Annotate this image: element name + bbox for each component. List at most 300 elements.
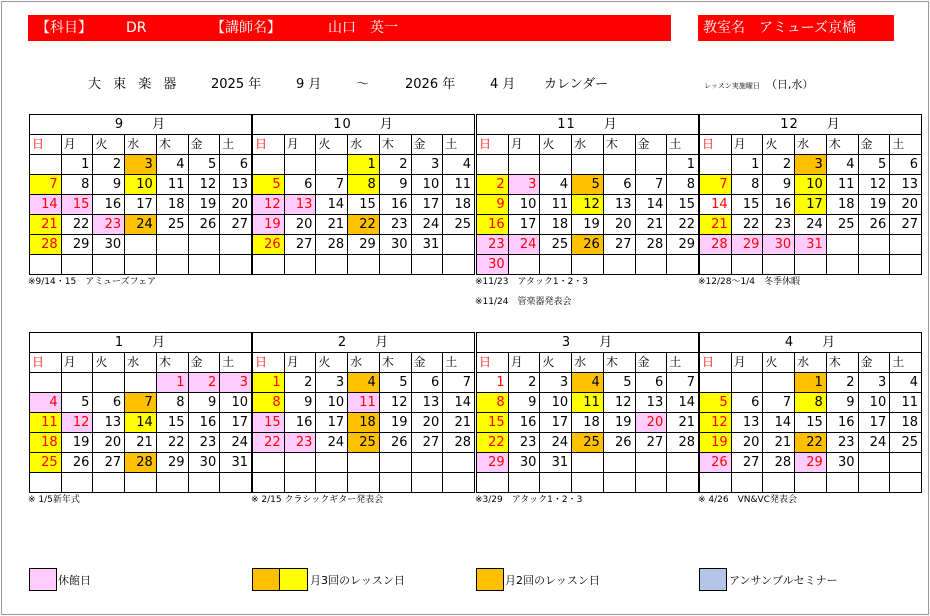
month-title: 2 月 (253, 333, 475, 353)
date-cell: 24 (795, 215, 827, 235)
date-cell: 6 (731, 393, 763, 413)
date-cell: 6 (411, 373, 443, 393)
date-cell (540, 155, 572, 175)
date-cell: 19 (700, 433, 732, 453)
date-cell: 5 (700, 393, 732, 413)
date-cell (411, 255, 443, 275)
weekday-header: 水 (572, 353, 604, 373)
legend-thrice-swatch-yellow (279, 568, 308, 591)
date-cell (30, 255, 62, 275)
weekday-header: 日 (253, 135, 285, 155)
date-cell (316, 453, 348, 473)
date-cell: 3 (795, 155, 827, 175)
weekday-header: 金 (635, 135, 667, 155)
date-cell: 7 (700, 175, 732, 195)
weekday-header: 火 (316, 353, 348, 373)
date-cell (826, 235, 858, 255)
date-cell: 20 (93, 433, 125, 453)
month-note: ※ 1/5新年式 (28, 495, 80, 505)
date-cell: 15 (731, 195, 763, 215)
date-cell: 27 (635, 433, 667, 453)
date-cell: 2 (826, 373, 858, 393)
date-cell (125, 255, 157, 275)
date-cell: 17 (508, 215, 540, 235)
date-cell: 6 (93, 393, 125, 413)
date-cell: 9 (826, 393, 858, 413)
month-note: ※11/24 管楽器発表会 (475, 297, 572, 307)
date-cell (890, 255, 922, 275)
date-cell (284, 453, 316, 473)
date-cell (443, 473, 475, 493)
date-cell: 27 (603, 235, 635, 255)
date-cell: 29 (348, 235, 380, 255)
date-cell (188, 473, 220, 493)
date-cell (253, 155, 285, 175)
weekday-header: 日 (477, 135, 509, 155)
date-cell: 21 (443, 413, 475, 433)
date-cell: 24 (540, 433, 572, 453)
weekday-header: 木 (156, 353, 188, 373)
lesson-days-value: （日,水） (765, 78, 814, 91)
date-cell: 25 (826, 215, 858, 235)
weekday-header: 水 (572, 135, 604, 155)
date-cell (253, 453, 285, 473)
date-cell: 3 (508, 175, 540, 195)
date-cell: 29 (795, 453, 827, 473)
date-cell (826, 255, 858, 275)
date-cell: 10 (125, 175, 157, 195)
date-cell: 2 (188, 373, 220, 393)
date-cell (284, 155, 316, 175)
date-cell: 23 (93, 215, 125, 235)
weekday-header: 土 (220, 135, 252, 155)
date-cell: 11 (826, 175, 858, 195)
date-cell (188, 255, 220, 275)
date-cell (93, 473, 125, 493)
date-cell (316, 255, 348, 275)
date-cell: 13 (731, 413, 763, 433)
teacher-label: 【講師名】 (211, 20, 281, 36)
date-cell: 25 (443, 215, 475, 235)
date-cell: 7 (635, 175, 667, 195)
date-cell: 22 (795, 433, 827, 453)
date-cell: 4 (572, 373, 604, 393)
classroom-bar (698, 15, 894, 41)
date-cell: 1 (61, 155, 93, 175)
weekday-header: 土 (667, 353, 699, 373)
date-cell: 8 (795, 393, 827, 413)
date-cell: 4 (443, 155, 475, 175)
date-cell: 4 (540, 175, 572, 195)
weekday-header: 金 (188, 353, 220, 373)
weekday-header: 月 (61, 353, 93, 373)
weekday-header: 火 (540, 135, 572, 155)
month-title: 12 月 (700, 115, 922, 135)
date-cell: 22 (253, 433, 285, 453)
date-cell: 8 (348, 175, 380, 195)
weekday-header: 水 (125, 135, 157, 155)
date-cell (635, 155, 667, 175)
weekday-header: 月 (508, 353, 540, 373)
weekday-header: 月 (284, 135, 316, 155)
date-cell: 22 (61, 215, 93, 235)
date-cell: 5 (379, 373, 411, 393)
date-cell (858, 255, 890, 275)
date-cell (572, 473, 604, 493)
date-cell: 22 (156, 433, 188, 453)
date-cell: 21 (763, 433, 795, 453)
weekday-header: 木 (826, 353, 858, 373)
date-cell: 30 (379, 235, 411, 255)
date-cell: 24 (858, 433, 890, 453)
date-cell: 18 (890, 413, 922, 433)
date-cell: 2 (477, 175, 509, 195)
date-cell: 25 (348, 433, 380, 453)
date-cell: 20 (890, 195, 922, 215)
date-cell: 19 (858, 195, 890, 215)
store-name: 大 束 楽 器 (88, 77, 181, 92)
month-calendar (476, 332, 699, 493)
date-cell: 18 (443, 195, 475, 215)
date-cell (890, 453, 922, 473)
weekday-header: 金 (635, 353, 667, 373)
end-year: 2026 年 (405, 77, 456, 92)
date-cell: 16 (188, 413, 220, 433)
weekday-header: 土 (443, 353, 475, 373)
date-cell: 17 (220, 413, 252, 433)
date-cell (700, 255, 732, 275)
date-cell: 19 (253, 215, 285, 235)
date-cell (61, 473, 93, 493)
page-frame (1, 1, 929, 615)
legend-ensemble-label: アンサンブルセミナー (729, 574, 838, 587)
date-cell: 8 (61, 175, 93, 195)
month-title: 9 月 (30, 115, 252, 135)
weekday-header: 木 (156, 135, 188, 155)
date-cell: 25 (572, 433, 604, 453)
date-cell (284, 255, 316, 275)
weekday-header: 日 (477, 353, 509, 373)
date-cell: 8 (156, 393, 188, 413)
date-cell (348, 473, 380, 493)
date-cell: 3 (125, 155, 157, 175)
date-cell (667, 255, 699, 275)
date-cell: 15 (477, 413, 509, 433)
date-cell: 13 (93, 413, 125, 433)
date-cell: 27 (890, 215, 922, 235)
date-cell: 13 (635, 393, 667, 413)
date-cell: 12 (253, 195, 285, 215)
date-cell: 23 (826, 433, 858, 453)
date-cell: 30 (826, 453, 858, 473)
weekday-header: 火 (93, 135, 125, 155)
date-cell: 15 (156, 413, 188, 433)
date-cell: 12 (858, 175, 890, 195)
date-cell (477, 155, 509, 175)
date-cell: 14 (700, 195, 732, 215)
date-cell (61, 255, 93, 275)
date-cell: 25 (156, 215, 188, 235)
legend-ensemble-swatch (699, 568, 727, 591)
date-cell (731, 255, 763, 275)
date-cell: 18 (156, 195, 188, 215)
date-cell (572, 453, 604, 473)
date-cell: 13 (284, 195, 316, 215)
date-cell: 10 (795, 175, 827, 195)
month-calendar (699, 332, 922, 493)
weekday-header: 月 (731, 135, 763, 155)
date-cell: 26 (700, 453, 732, 473)
date-cell: 4 (30, 393, 62, 413)
date-cell (763, 255, 795, 275)
date-cell: 5 (572, 175, 604, 195)
weekday-header: 月 (508, 135, 540, 155)
month-title: 11 月 (477, 115, 699, 135)
date-cell: 18 (540, 215, 572, 235)
subject-value: DR (126, 20, 147, 36)
date-cell (220, 473, 252, 493)
date-cell: 8 (253, 393, 285, 413)
month-calendar (252, 114, 475, 275)
date-cell: 12 (572, 195, 604, 215)
date-cell: 1 (731, 155, 763, 175)
date-cell: 18 (826, 195, 858, 215)
date-cell: 24 (316, 433, 348, 453)
date-cell: 23 (284, 433, 316, 453)
date-cell (540, 255, 572, 275)
date-cell: 29 (156, 453, 188, 473)
date-cell: 13 (411, 393, 443, 413)
date-cell: 24 (411, 215, 443, 235)
date-cell: 24 (220, 433, 252, 453)
date-cell: 3 (411, 155, 443, 175)
date-cell (125, 473, 157, 493)
date-cell: 28 (316, 235, 348, 255)
date-cell (700, 155, 732, 175)
date-cell: 9 (93, 175, 125, 195)
weekday-header: 金 (858, 353, 890, 373)
date-cell: 31 (220, 453, 252, 473)
date-cell: 11 (348, 393, 380, 413)
weekday-header: 木 (826, 135, 858, 155)
weekday-header: 日 (700, 353, 732, 373)
date-cell: 18 (30, 433, 62, 453)
date-cell: 14 (635, 195, 667, 215)
range-tilde: ～ (356, 77, 370, 92)
month-note: ※ 4/26 VN&VC発表会 (698, 495, 797, 505)
date-cell: 7 (316, 175, 348, 195)
weekday-header: 土 (890, 135, 922, 155)
date-cell: 27 (284, 235, 316, 255)
date-cell: 17 (411, 195, 443, 215)
date-cell: 31 (795, 235, 827, 255)
date-cell: 25 (30, 453, 62, 473)
date-cell (667, 473, 699, 493)
date-cell: 5 (61, 393, 93, 413)
date-cell: 26 (572, 235, 604, 255)
weekday-header: 水 (125, 353, 157, 373)
date-cell: 15 (667, 195, 699, 215)
date-cell: 9 (379, 175, 411, 195)
weekday-header: 月 (731, 353, 763, 373)
date-cell: 28 (443, 433, 475, 453)
end-month: 4 月 (490, 77, 516, 92)
date-cell: 17 (316, 413, 348, 433)
date-cell: 12 (188, 175, 220, 195)
date-cell: 9 (508, 393, 540, 413)
date-cell: 1 (795, 373, 827, 393)
date-cell: 15 (61, 195, 93, 215)
date-cell: 30 (188, 453, 220, 473)
date-cell: 16 (284, 413, 316, 433)
lesson-days (704, 76, 813, 92)
date-cell: 26 (61, 453, 93, 473)
date-cell: 2 (284, 373, 316, 393)
date-cell: 10 (858, 393, 890, 413)
date-cell: 8 (731, 175, 763, 195)
date-cell: 8 (477, 393, 509, 413)
date-cell: 14 (667, 393, 699, 413)
date-cell: 4 (826, 155, 858, 175)
date-cell: 1 (253, 373, 285, 393)
date-cell (731, 373, 763, 393)
date-cell: 2 (763, 155, 795, 175)
date-cell: 28 (667, 433, 699, 453)
date-cell: 10 (220, 393, 252, 413)
date-cell: 16 (379, 195, 411, 215)
legend-holiday-swatch (29, 568, 57, 591)
date-cell: 26 (188, 215, 220, 235)
date-cell: 22 (731, 215, 763, 235)
date-cell: 1 (477, 373, 509, 393)
month-title: 3 月 (477, 333, 699, 353)
date-cell (763, 373, 795, 393)
date-cell (379, 453, 411, 473)
date-cell: 20 (635, 413, 667, 433)
date-cell: 10 (540, 393, 572, 413)
date-cell: 20 (731, 433, 763, 453)
date-cell (30, 373, 62, 393)
date-cell (858, 453, 890, 473)
date-cell: 23 (379, 215, 411, 235)
date-cell (30, 473, 62, 493)
date-cell: 21 (125, 433, 157, 453)
month-calendar (29, 332, 252, 493)
date-cell (443, 255, 475, 275)
date-cell: 19 (188, 195, 220, 215)
date-cell: 17 (540, 413, 572, 433)
weekday-header: 金 (188, 135, 220, 155)
date-cell: 16 (93, 195, 125, 215)
weekday-header: 月 (61, 135, 93, 155)
date-cell (348, 453, 380, 473)
date-cell (603, 453, 635, 473)
date-cell: 16 (826, 413, 858, 433)
weekday-header: 金 (858, 135, 890, 155)
date-cell: 26 (253, 235, 285, 255)
date-cell: 20 (220, 195, 252, 215)
date-cell: 28 (700, 235, 732, 255)
date-cell (700, 373, 732, 393)
weekday-header: 火 (540, 353, 572, 373)
date-cell: 16 (763, 195, 795, 215)
date-cell: 15 (795, 413, 827, 433)
date-cell: 5 (603, 373, 635, 393)
date-cell: 11 (890, 393, 922, 413)
weekday-header: 土 (890, 353, 922, 373)
date-cell (316, 473, 348, 493)
date-cell: 21 (30, 215, 62, 235)
date-cell: 1 (667, 155, 699, 175)
date-cell (795, 473, 827, 493)
date-cell (826, 473, 858, 493)
weekday-header: 火 (93, 353, 125, 373)
date-cell: 9 (477, 195, 509, 215)
date-cell: 6 (284, 175, 316, 195)
date-cell: 5 (253, 175, 285, 195)
date-cell: 14 (316, 195, 348, 215)
date-cell: 23 (188, 433, 220, 453)
date-cell: 8 (667, 175, 699, 195)
date-cell (93, 255, 125, 275)
date-cell: 17 (858, 413, 890, 433)
date-cell: 25 (890, 433, 922, 453)
date-cell (795, 255, 827, 275)
date-cell (125, 373, 157, 393)
date-cell: 14 (763, 413, 795, 433)
date-cell: 28 (635, 235, 667, 255)
subject-label: 【科目】 (36, 20, 92, 36)
date-cell (731, 473, 763, 493)
date-cell (443, 235, 475, 255)
date-cell: 20 (284, 215, 316, 235)
weekday-header: 木 (603, 135, 635, 155)
weekday-header: 水 (348, 135, 380, 155)
date-cell: 26 (379, 433, 411, 453)
date-cell: 2 (379, 155, 411, 175)
date-cell (220, 255, 252, 275)
date-cell: 22 (348, 215, 380, 235)
date-cell: 15 (348, 195, 380, 215)
date-cell: 12 (379, 393, 411, 413)
date-cell: 11 (540, 195, 572, 215)
date-cell: 18 (572, 413, 604, 433)
date-cell (348, 255, 380, 275)
date-cell: 1 (156, 373, 188, 393)
date-cell (284, 473, 316, 493)
date-cell: 27 (220, 215, 252, 235)
date-cell: 3 (220, 373, 252, 393)
date-cell: 1 (348, 155, 380, 175)
date-cell: 11 (572, 393, 604, 413)
date-cell: 22 (477, 433, 509, 453)
date-cell: 19 (61, 433, 93, 453)
date-cell (93, 373, 125, 393)
date-cell (635, 473, 667, 493)
weekday-header: 火 (763, 135, 795, 155)
month-calendar (252, 332, 475, 493)
date-cell: 12 (700, 413, 732, 433)
date-cell (156, 235, 188, 255)
date-cell: 18 (348, 413, 380, 433)
date-cell: 26 (603, 433, 635, 453)
date-cell: 27 (731, 453, 763, 473)
calendar-label: カレンダー (544, 77, 609, 92)
weekday-header: 水 (795, 353, 827, 373)
month-calendar (476, 114, 699, 275)
date-cell: 12 (61, 413, 93, 433)
date-cell: 21 (667, 413, 699, 433)
